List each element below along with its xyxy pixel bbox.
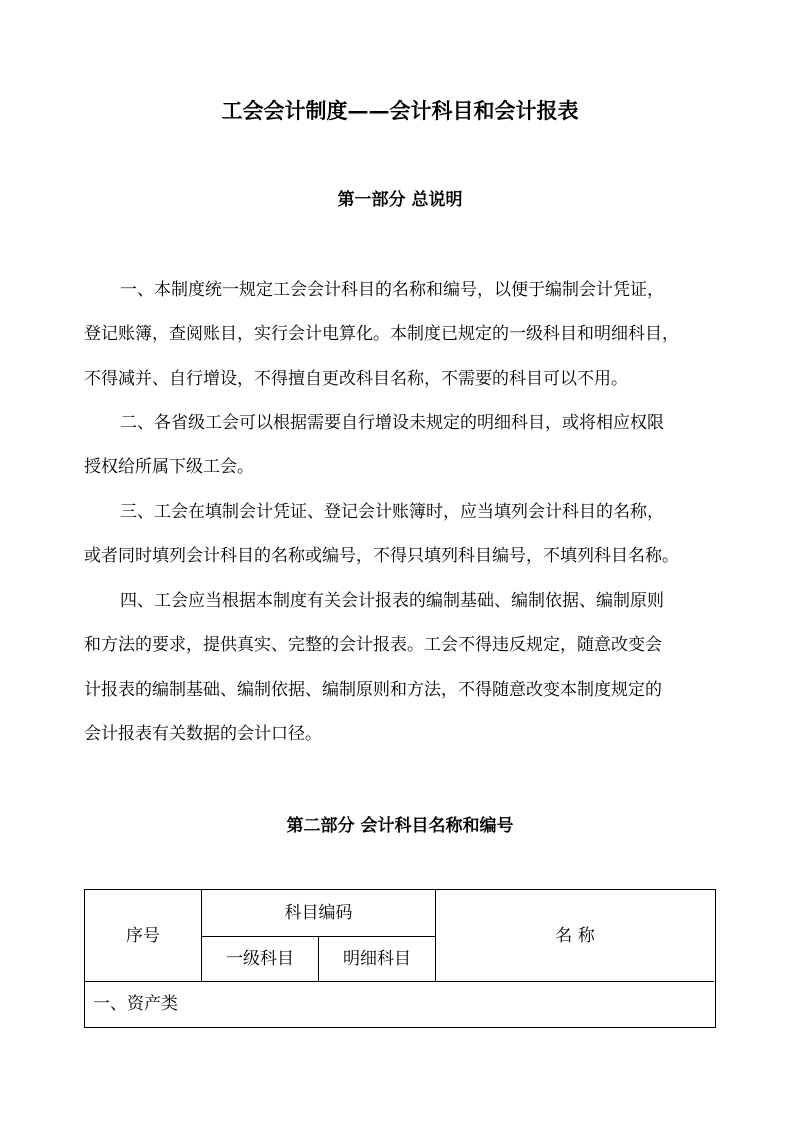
category-row-assets: 一、资产类 [93, 994, 178, 1014]
paragraph-line: 一、本制度统一规定工会会计科目的名称和编号，以便于编制会计凭证， [120, 280, 664, 300]
paragraph-line: 不得减并、自行增设，不得擅自更改科目名称，不需要的科目可以不用。 [84, 369, 628, 389]
paragraph-line: 四、工会应当根据本制度有关会计报表的编制基础、编制依据、编制原则 [120, 591, 664, 611]
header-code-level1: 一级科目 [226, 949, 294, 969]
paragraph-line: 授权给所属下级工会。 [84, 457, 254, 477]
header-seq: 序号 [126, 925, 160, 946]
paragraph-line: 二、各省级工会可以根据需要自行增设未规定的明细科目，或将相应权限 [120, 413, 664, 433]
header-code: 科目编码 [284, 903, 353, 923]
part1-heading: 第一部分 总说明 [337, 190, 463, 210]
paragraph-line: 计报表的编制基础、编制依据、编制原则和方法，不得随意改变本制度规定的 [84, 680, 662, 700]
account-code-table [84, 889, 716, 1028]
paragraph-line: 或者同时填列会计科目的名称或编号，不得只填列科目编号，不填列科目名称。 [84, 546, 679, 566]
paragraph-line: 会计报表有关数据的会计口径。 [84, 724, 322, 744]
paragraph-line: 登记账簿，查阅账目，实行会计电算化。本制度已规定的一级科目和明细科目， [84, 324, 679, 344]
document-title: 工会会计制度——会计科目和会计报表 [221, 98, 579, 123]
header-name: 名 称 [555, 925, 595, 946]
paragraph-line: 三、工会在填制会计凭证、登记会计账簿时，应当填列会计科目的名称， [120, 502, 664, 522]
part2-heading: 第二部分 会计科目名称和编号 [286, 816, 514, 836]
header-code-detail: 明细科目 [343, 949, 411, 969]
paragraph-line: 和方法的要求，提供真实、完整的会计报表。工会不得违反规定，随意改变会 [84, 635, 662, 655]
